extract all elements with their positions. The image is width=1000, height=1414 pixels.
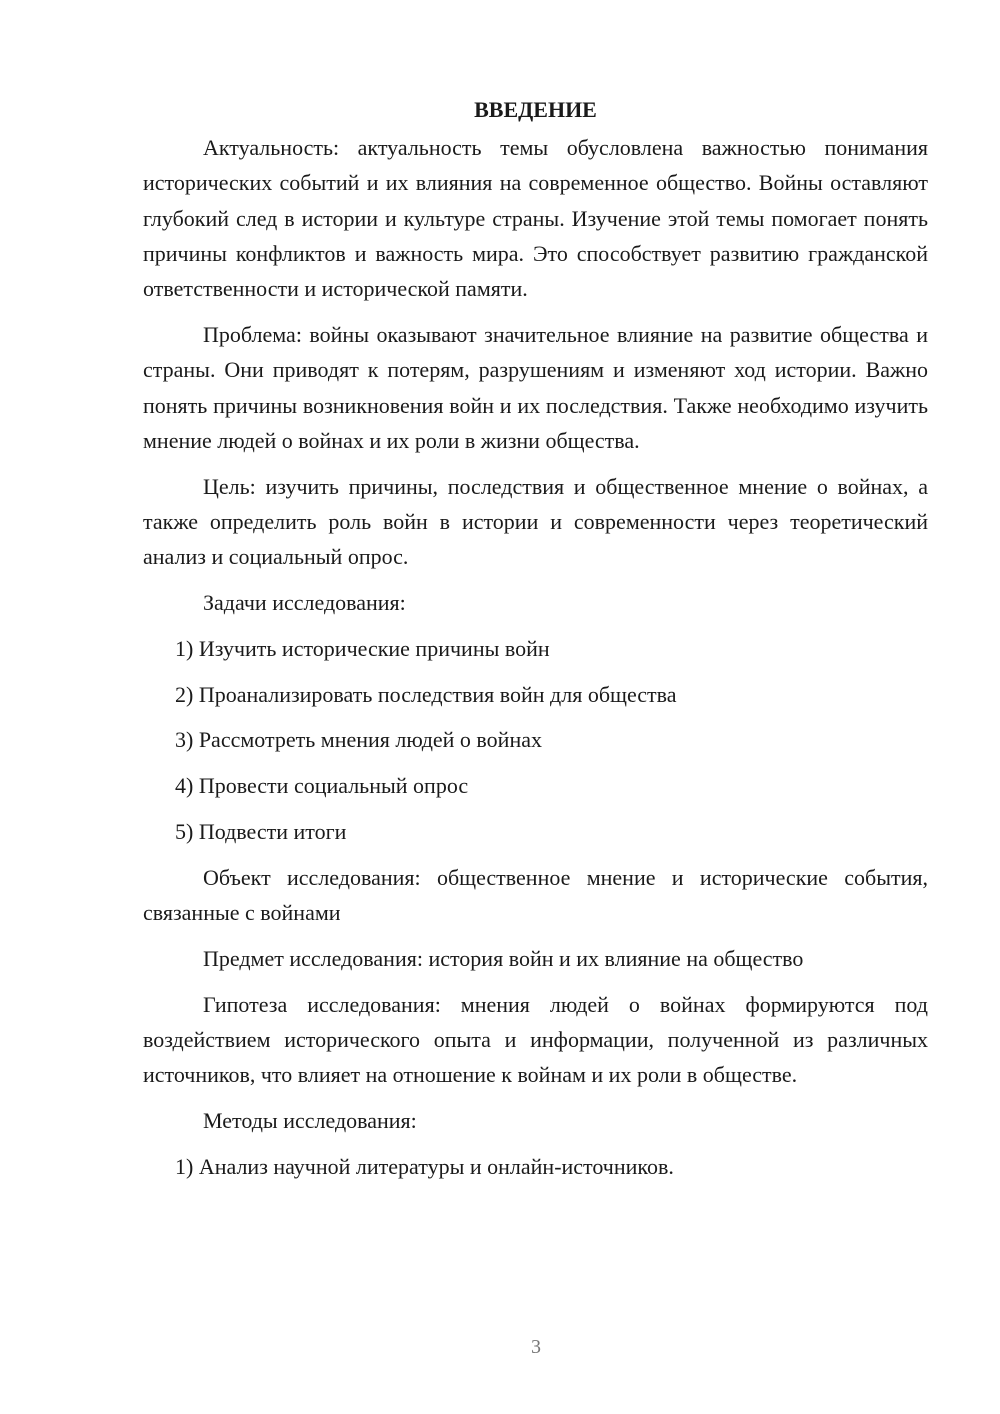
- list-item: 4) Провести социальный опрос: [175, 773, 469, 799]
- tasks-heading: Задачи исследования:: [203, 590, 406, 616]
- hypothesis-paragraph: Гипотеза исследования: мнения людей о войнах формируются под воздействием исторического опыта и информации, полученной из различных источников, что влияет на отношение к войнам и их роли в обществе.: [143, 991, 928, 1088]
- tasks-list: [143, 631, 928, 849]
- methods-heading: Методы исследования:: [203, 1108, 417, 1134]
- list-item: 3) Рассмотреть мнения людей о войнах: [175, 727, 542, 753]
- subject-paragraph: Предмет исследования: история войн и их влияние на общество: [203, 945, 804, 971]
- methods-list: [143, 1149, 928, 1184]
- relevance-paragraph: Актуальность: актуальность темы обусловлена важностью понимания исторических событий и их влияния на современное общество. Войны оставляют глубокий след в истории и культуре страны. Изучение этой темы помогает понять причины конфликтов и важность мира. Это способствует развитию гражданской ответственности и исторической памяти.: [143, 135, 928, 302]
- list-item: 5) Подвести итоги: [175, 819, 347, 845]
- page-number: 3: [531, 1336, 541, 1358]
- list-item: 1) Анализ научной литературы и онлайн-источников.: [175, 1153, 674, 1179]
- list-item: 2) Проанализировать последствия войн для общества: [175, 681, 677, 707]
- list-item: 1) Изучить исторические причины войн: [175, 635, 550, 661]
- object-paragraph: Объект исследования: общественное мнение и исторические события, связанные с войнами: [143, 864, 928, 926]
- problem-paragraph: Проблема: войны оказывают значительное влияние на развитие общества и страны. Они приводят к потерям, разрушениям и изменяют ход истории. Важно понять причины возникновения войн и их последствия. Также необходимо изучить мнение людей о войнах и их роли в жизни общества.: [143, 321, 928, 453]
- document-body: [143, 92, 928, 1195]
- goal-paragraph: Цель: изучить причины, последствия и общественное мнение о войнах, а также определить роль войн в истории и современности через теоретический анализ и социальный опрос.: [143, 473, 928, 570]
- section-title: ВВЕДЕНИЕ: [474, 97, 597, 122]
